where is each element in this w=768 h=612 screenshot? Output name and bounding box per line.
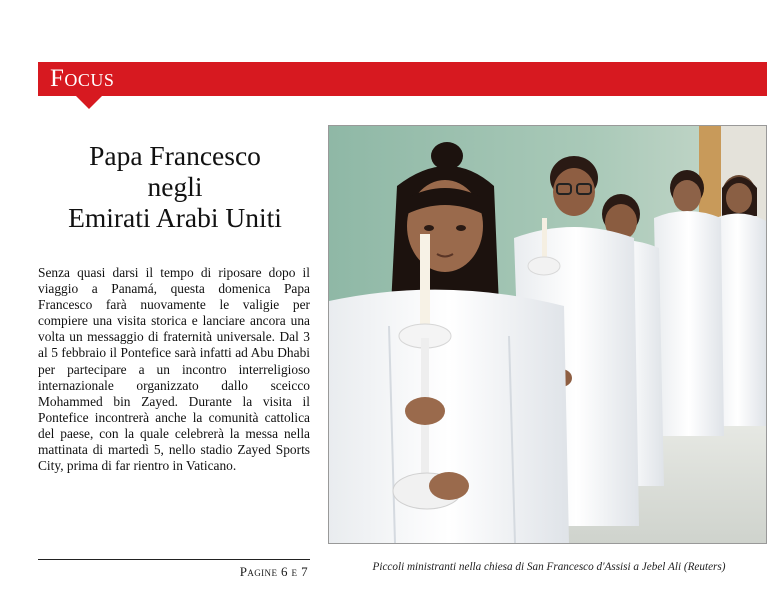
- altar-servers-photo: [329, 126, 766, 543]
- section-label: Focus: [50, 65, 115, 92]
- headline-line-3: Emirati Arabi Uniti: [68, 202, 282, 233]
- pages-reference: Pagine 6 e 7: [239, 564, 308, 579]
- photo-caption: Piccoli ministranti nella chiesa di San Francesco d'Assisi a Jebel Ali (Reuters): [372, 561, 726, 573]
- article-headline: [40, 140, 310, 233]
- section-banner: [38, 62, 767, 96]
- article-photo: [328, 125, 767, 544]
- headline-line-2: negli: [147, 171, 203, 202]
- article-body: Senza quasi darsi il tempo di riposare dopo il viaggio a Panamá, questa domenica Papa Francesco farà nuovamente le valigie per compiere una visita storica e lanciare ancora una volta un messaggio di fraternità universale. Dal 3 al 5 febbraio il Pontefice sarà infatti ad Abu Dhabi per partecipare a un incontro interreligioso internazionale organizzato dallo sceicco Mohammed bin Zayed. Durante la visita il Pontefice incontrerà anche la comunità cattolica del paese, con la quale celebrerà la messa nella mattinata di martedì 5, nello stadio Zayed Sports City, prima di far rientro in Vaticano.: [38, 265, 310, 474]
- headline-line-1: Papa Francesco: [89, 140, 261, 171]
- footer-rule: [38, 559, 310, 560]
- banner-notch: [76, 96, 102, 109]
